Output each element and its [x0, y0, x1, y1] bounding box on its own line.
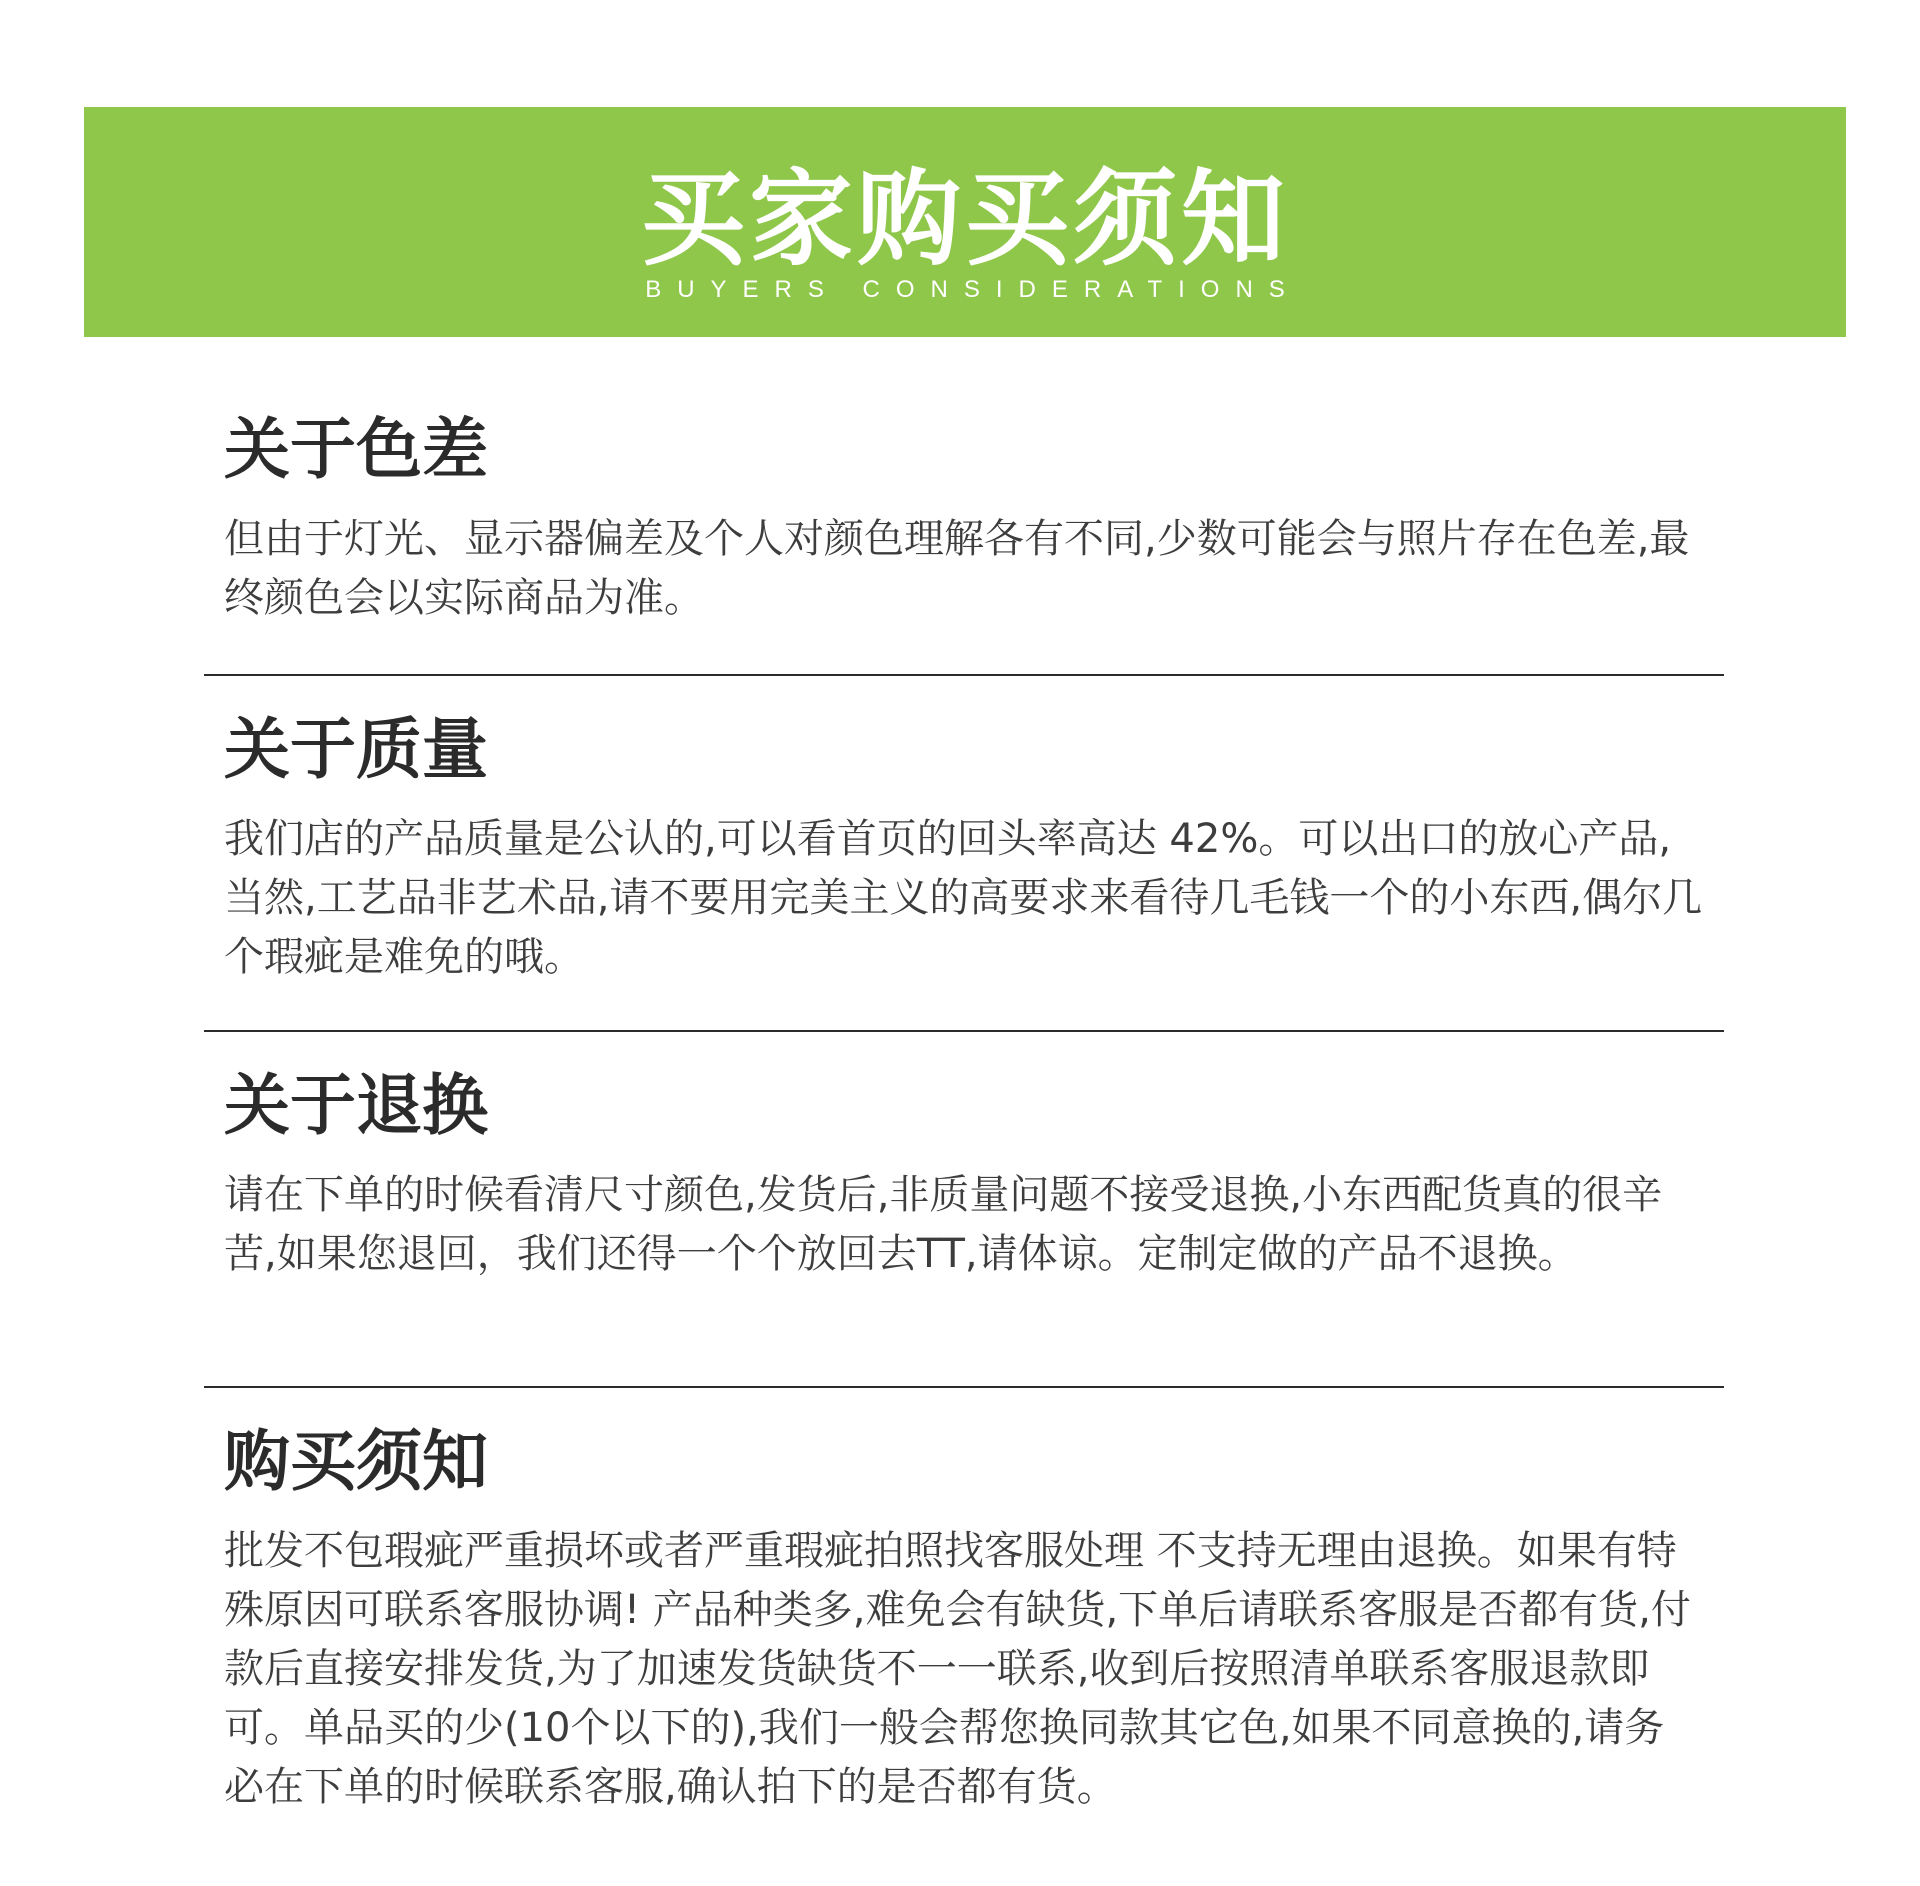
section-heading: 购买须知 — [224, 1423, 488, 1500]
section-body: 批发不包瑕疵严重损坏或者严重瑕疵拍照找客服处理 不支持无理由退换。如果有特殊原因可联系客服协调! 产品种类多,难免会有缺货,下单后请联系客服是否都有货,付款后直接安排发货,为了加速发货缺货不一一联系,收到后按照清单联系客服退款即可。单品买的少(10个以下的),我们一般会帮您换同款其它色,如果不同意换的,请务必在下单的时候联系客服,确认拍下的是否都有货。 — [224, 1528, 1691, 1810]
section-purchase-notice — [224, 1422, 1704, 1817]
section-heading: 关于质量 — [224, 711, 488, 788]
section-heading: 关于色差 — [224, 411, 488, 488]
section-quality — [224, 710, 1704, 987]
section-divider — [204, 674, 1724, 676]
header-banner — [84, 107, 1846, 337]
banner-title: 买家购买须知 — [640, 158, 1289, 280]
section-body: 我们店的产品质量是公认的,可以看首页的回头率高达 42%。可以出口的放心产品,当然,工艺品非艺术品,请不要用完美主义的高要求来看待几毛钱一个的小东西,偶尔几个瑕疵是难免的哦。 — [224, 816, 1703, 980]
section-color-difference — [224, 410, 1704, 628]
section-divider — [204, 1386, 1724, 1388]
section-returns — [224, 1066, 1704, 1284]
section-heading: 关于退换 — [224, 1067, 488, 1144]
section-body: 请在下单的时候看清尺寸颜色,发货后,非质量问题不接受退换,小东西配货真的很辛苦,如果您退回，我们还得一个个放回去TT,请体谅。定制定做的产品不退换。 — [224, 1172, 1663, 1277]
section-divider — [204, 1030, 1724, 1032]
banner-subtitle: BUYERS CONSIDERATIONS — [645, 276, 1301, 303]
section-body: 但由于灯光、显示器偏差及个人对颜色理解各有不同,少数可能会与照片存在色差,最终颜色会以实际商品为准。 — [224, 516, 1690, 621]
